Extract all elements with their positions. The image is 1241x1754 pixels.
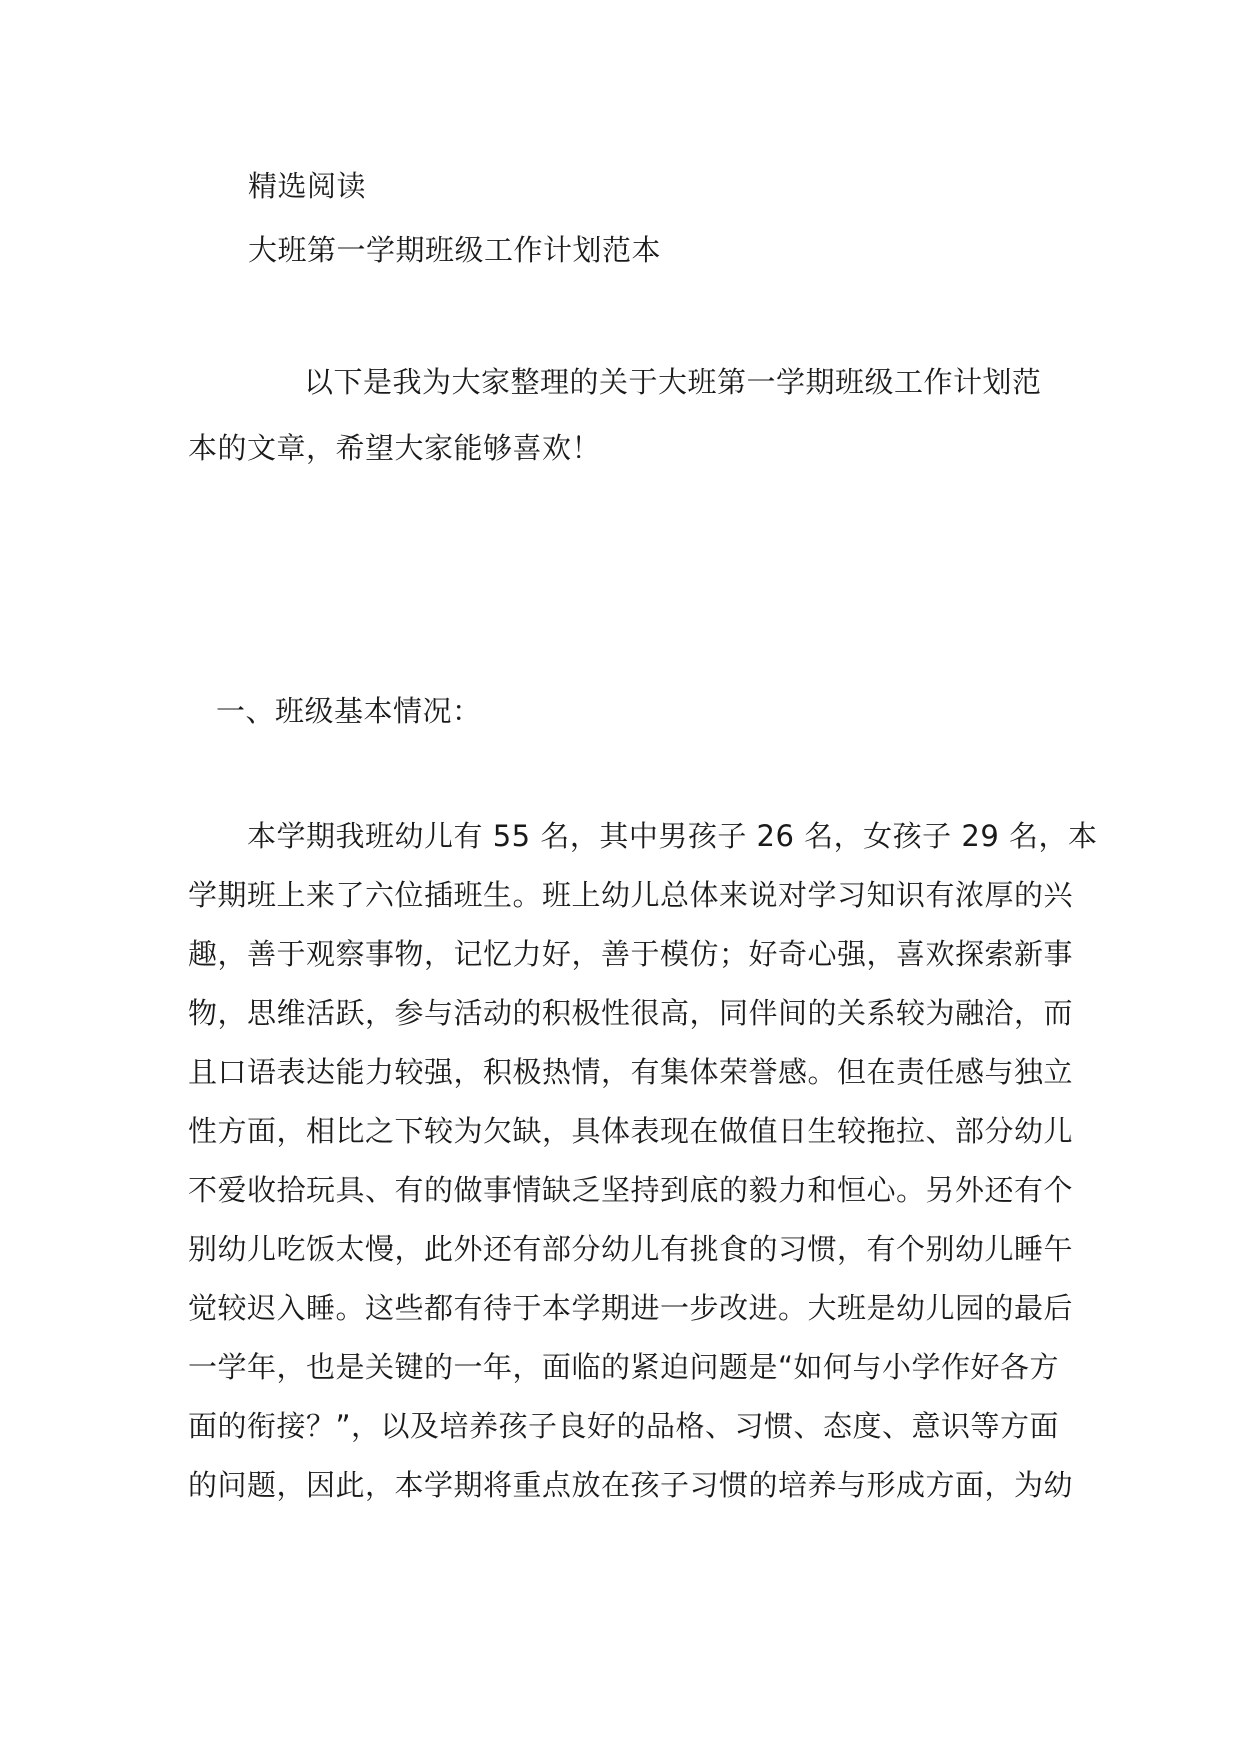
paragraph-line: 的问题，因此，本学期将重点放在孩子习惯的培养与形成方面，为幼 bbox=[188, 1468, 1074, 1502]
paragraph-line: 本学期我班幼儿有 55 名，其中男孩子 26 名，女孩子 29 名，本 bbox=[188, 819, 1098, 853]
paragraph-line: 一学年，也是关键的一年，面临的紧迫问题是“如何与小学作好各方 bbox=[188, 1350, 1060, 1384]
document-title: 大班第一学期班级工作计划范本 bbox=[248, 233, 662, 267]
paragraph-line: 学期班上来了六位插班生。班上幼儿总体来说对学习知识有浓厚的兴 bbox=[188, 878, 1074, 912]
paragraph-line: 不爱收拾玩具、有的做事情缺乏坚持到底的毅力和恒心。另外还有个 bbox=[188, 1173, 1074, 1207]
paragraph-line: 趣，善于观察事物，记忆力好，善于模仿；好奇心强，喜欢探索新事 bbox=[188, 937, 1074, 971]
paragraph-line: 觉较迟入睡。这些都有待于本学期进一步改进。大班是幼儿园的最后 bbox=[188, 1291, 1074, 1325]
intro-line: 本的文章，希望大家能够喜欢！ bbox=[188, 431, 602, 465]
paragraph-line: 物，思维活跃，参与活动的积极性很高，同伴间的关系较为融洽，而 bbox=[188, 996, 1074, 1030]
paragraph-line: 性方面，相比之下较为欠缺，具体表现在做值日生较拖拉、部分幼儿 bbox=[188, 1114, 1074, 1148]
paragraph-line: 别幼儿吃饭太慢，此外还有部分幼儿有挑食的习惯，有个别幼儿睡午 bbox=[188, 1232, 1074, 1266]
paragraph-line: 面的衔接？”，以及培养孩子良好的品格、习惯、态度、意识等方面 bbox=[188, 1409, 1060, 1443]
intro-line: 以下是我为大家整理的关于大班第一学期班级工作计划范 bbox=[304, 365, 1042, 399]
kicker-text: 精选阅读 bbox=[248, 169, 367, 203]
paragraph-line: 且口语表达能力较强，积极热情，有集体荣誉感。但在责任感与独立 bbox=[188, 1055, 1074, 1089]
section-heading: 一、班级基本情况： bbox=[216, 694, 482, 728]
